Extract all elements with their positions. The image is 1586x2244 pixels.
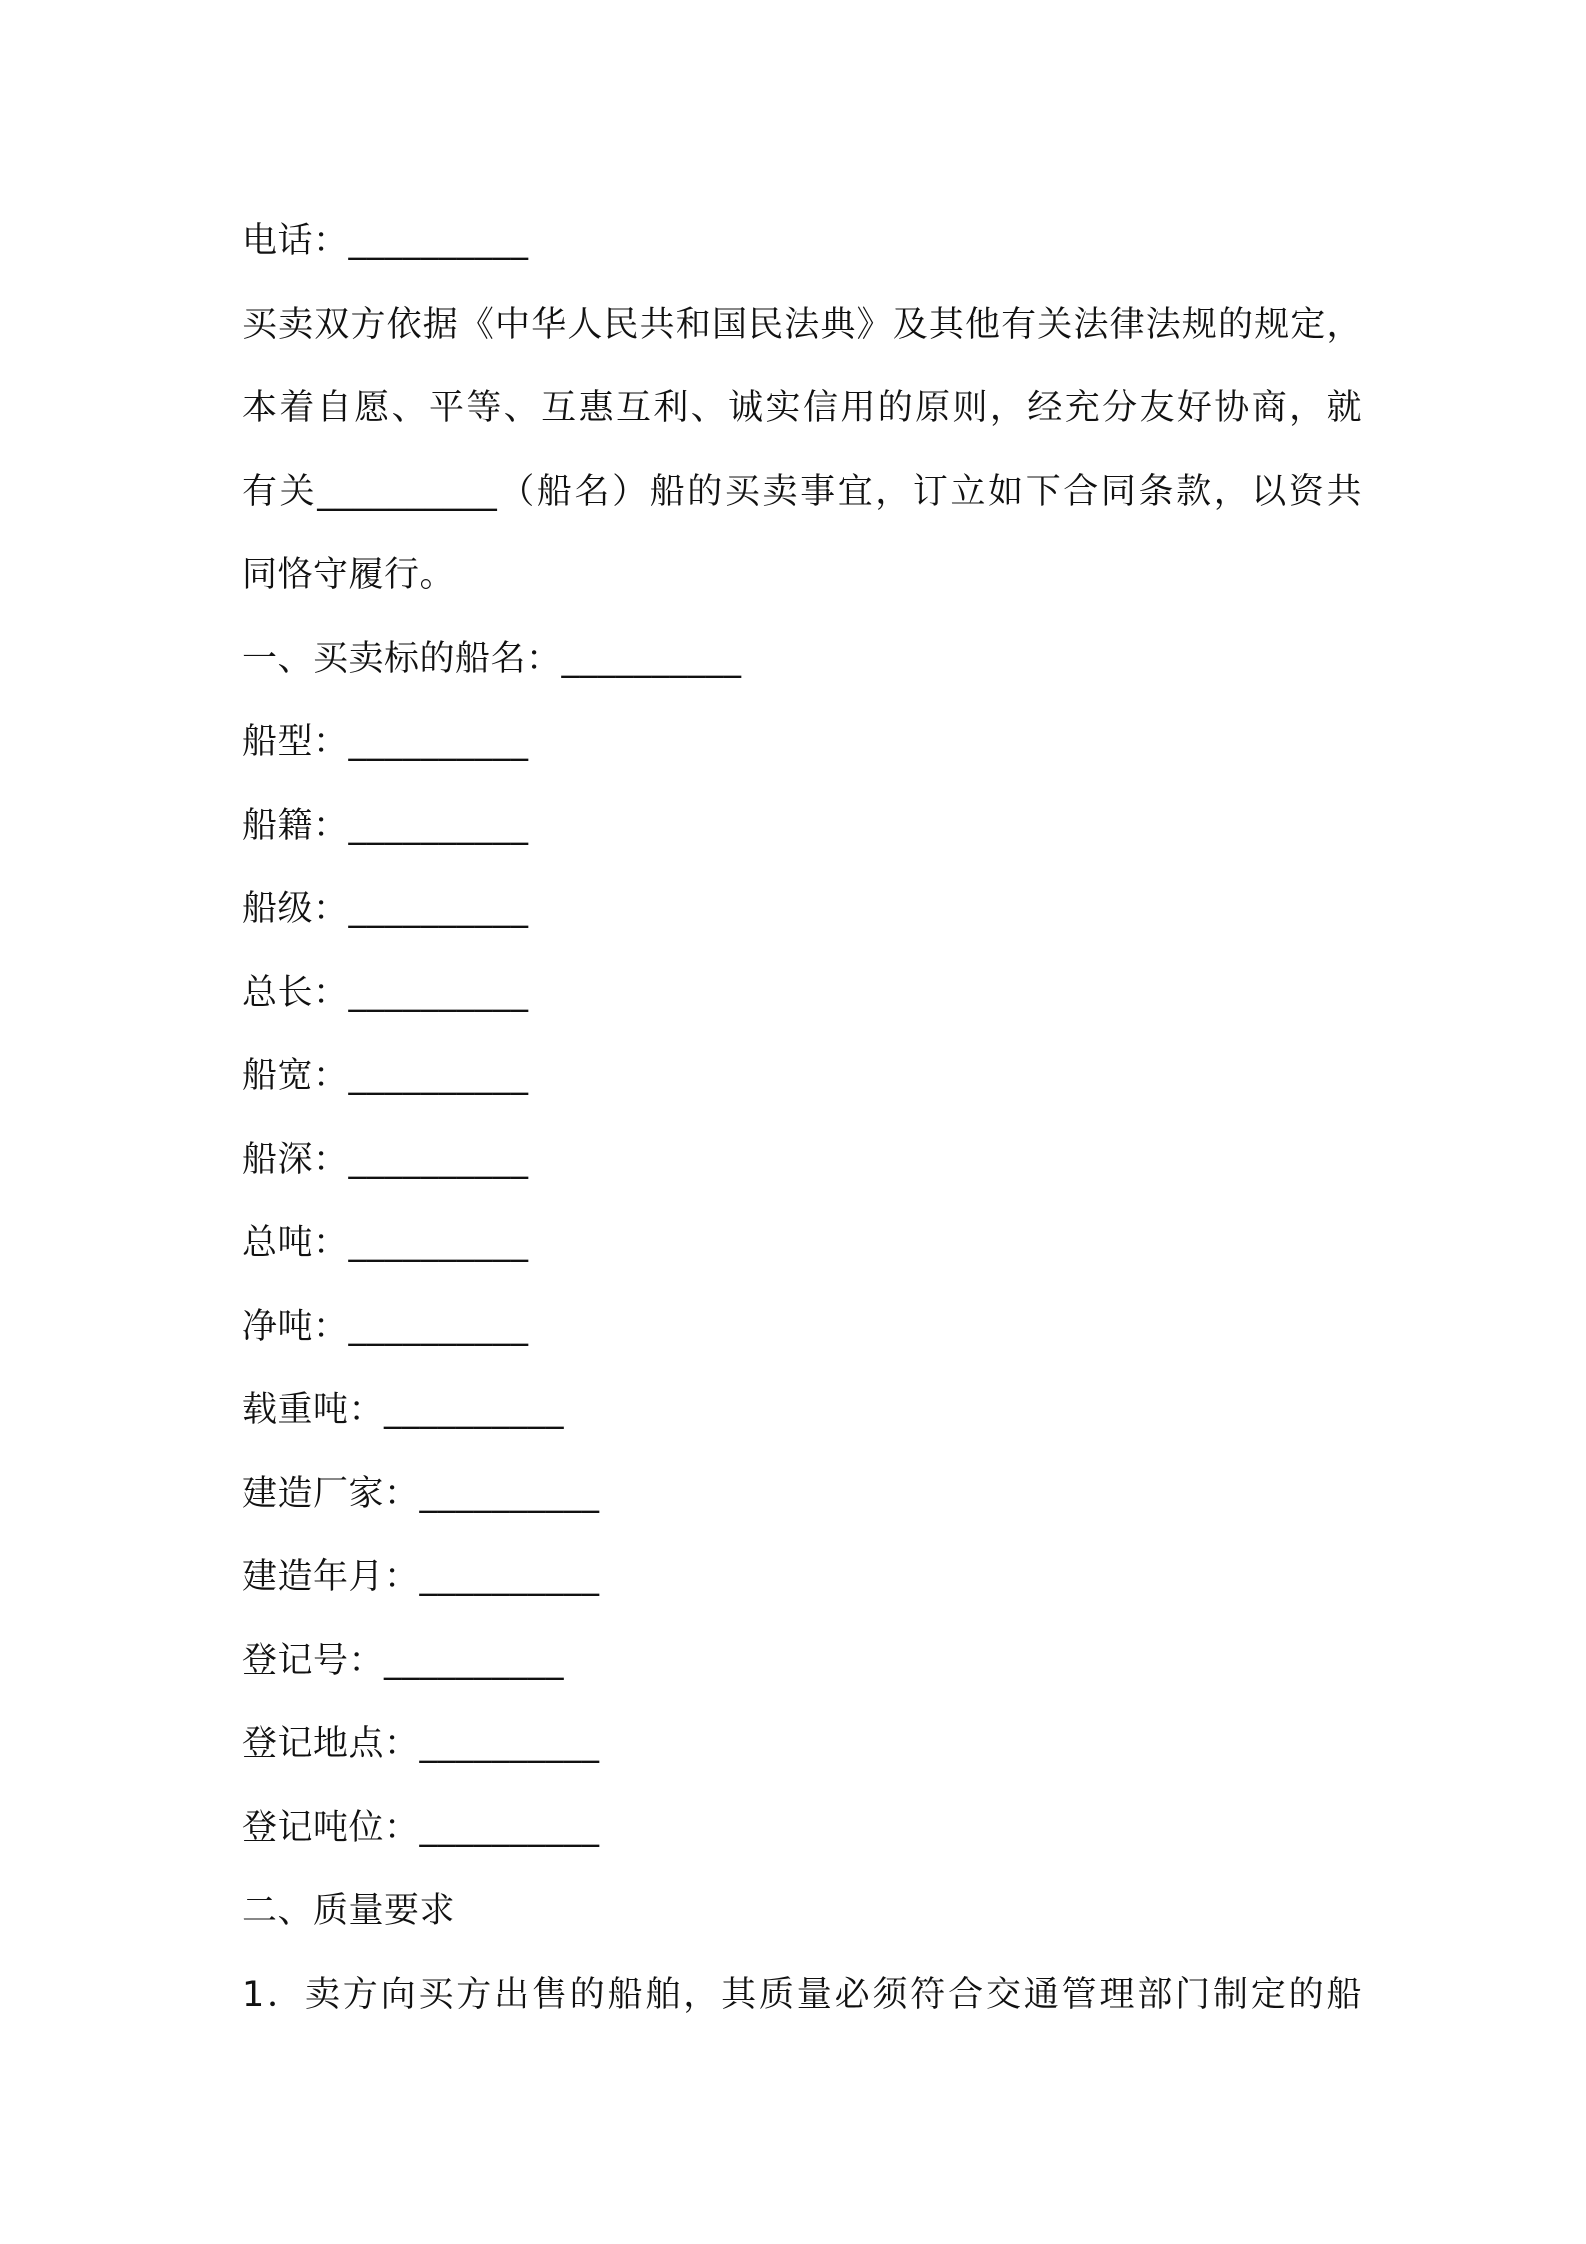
intro-paragraph <box>242 284 1362 618</box>
field-registration-number: 登记号：__________ <box>242 1640 565 1681</box>
field-ship-nationality: 船籍：__________ <box>242 805 529 846</box>
intro-line: 有关__________（船名）船的买卖事宜，订立如下合同条款，以资共 <box>242 471 1362 512</box>
clause-1-line: 1．卖方向买方出售的船舶，其质量必须符合交通管理部门制定的船 <box>242 1974 1362 2015</box>
phone-field: 电话：__________ <box>242 221 529 261</box>
field-deadweight: 载重吨：__________ <box>242 1390 565 1430</box>
field-ship-class: 船级：__________ <box>242 889 529 929</box>
field-beam: 船宽：__________ <box>242 1056 529 1096</box>
field-build-date: 建造年月：__________ <box>242 1557 600 1597</box>
intro-line: 本着自愿、平等、互惠互利、诚实信用的原则，经充分友好协商，就 <box>242 388 1362 428</box>
field-registration-place: 登记地点：__________ <box>242 1724 600 1764</box>
field-overall-length: 总长：__________ <box>242 972 529 1013</box>
intro-line: 买卖双方依据《中华人民共和国民法典》及其他有关法律法规的规定， <box>242 304 1362 345</box>
field-ship-type: 船型：__________ <box>242 722 529 762</box>
field-gross-tonnage: 总吨：__________ <box>242 1223 529 1263</box>
field-registered-tonnage: 登记吨位：__________ <box>242 1807 600 1848</box>
section-2-title: 二、质量要求 <box>242 1891 456 1931</box>
intro-line: 同恪守履行。 <box>242 555 456 595</box>
field-net-tonnage: 净吨：__________ <box>242 1306 529 1347</box>
field-depth: 船深：__________ <box>242 1139 529 1180</box>
field-builder: 建造厂家：__________ <box>242 1473 600 1514</box>
section-1-title: 一、买卖标的船名：__________ <box>242 638 742 679</box>
document-body <box>242 200 1362 2037</box>
ship-fields-list <box>242 701 1362 1870</box>
